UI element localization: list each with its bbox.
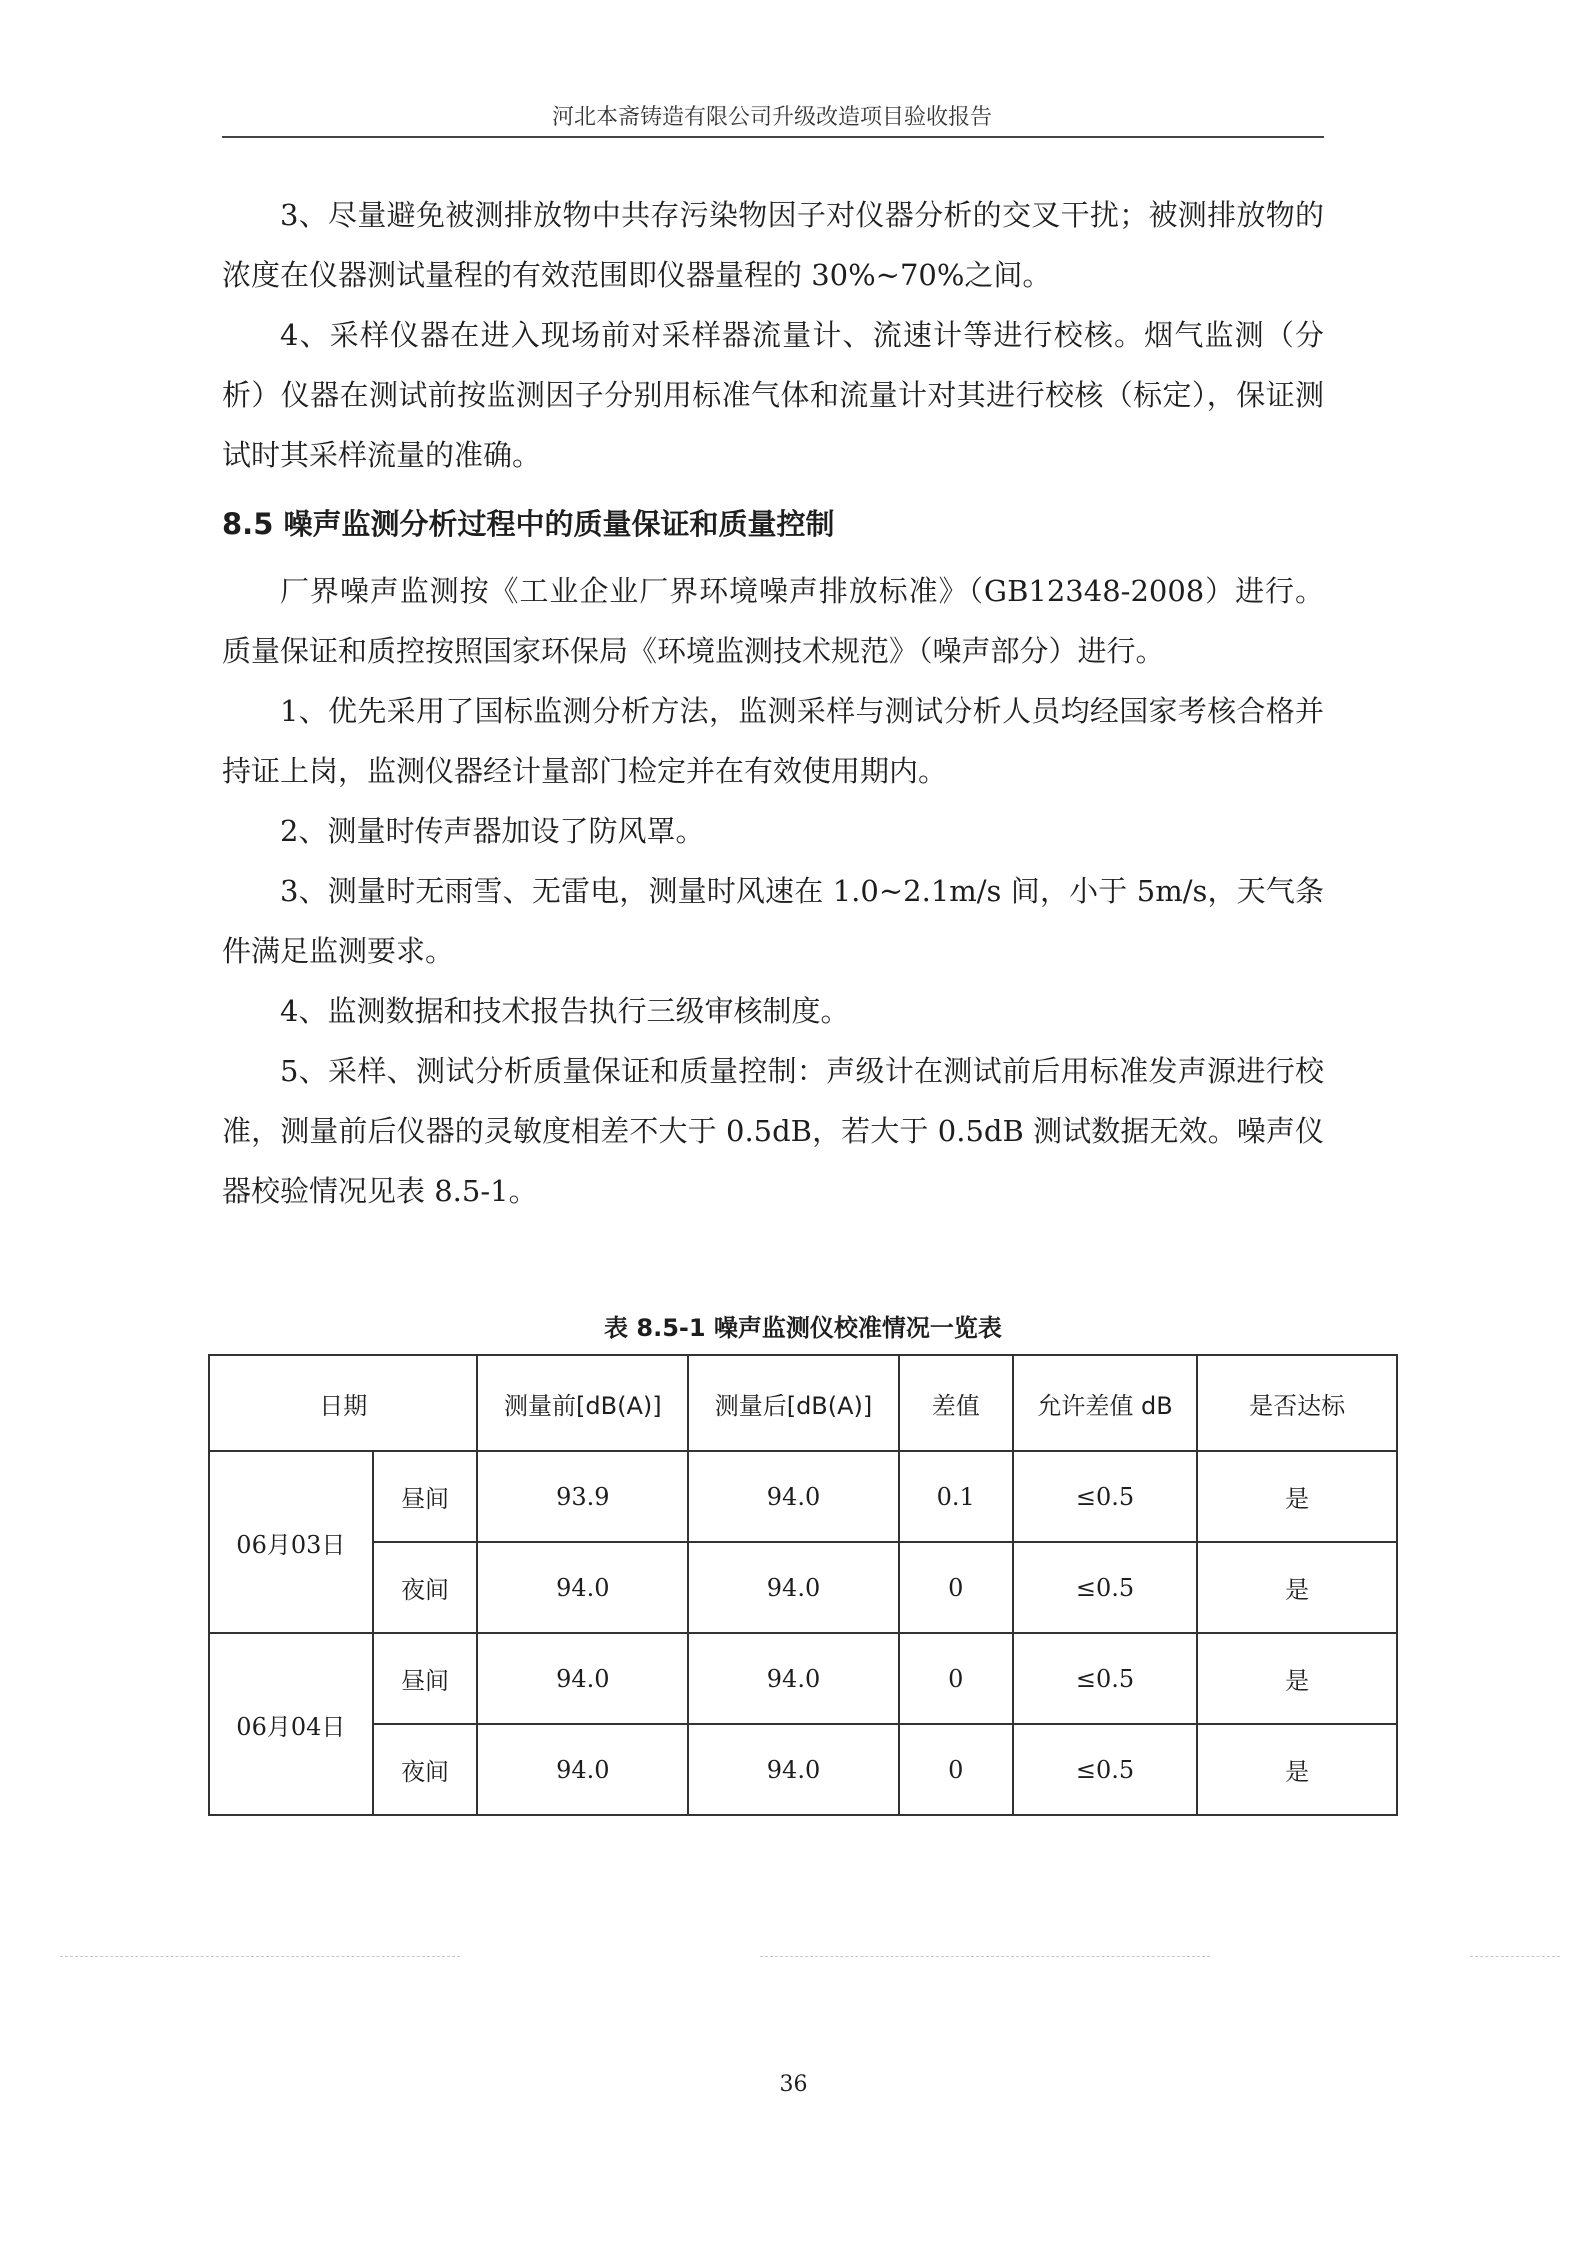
cell-pass: 是 <box>1197 1451 1397 1542</box>
scan-artifact-line <box>1470 1956 1560 1957</box>
header-after: 测量后[dB(A)] <box>688 1355 899 1451</box>
cell-before: 94.0 <box>477 1542 688 1633</box>
cell-allowed: ≤0.5 <box>1013 1633 1198 1724</box>
paragraph: 2、测量时传声器加设了防风罩。 <box>280 814 705 848</box>
header-rule <box>222 136 1324 138</box>
cell-diff: 0.1 <box>899 1451 1013 1542</box>
paragraph: 1、优先采用了国标监测分析方法，监测采样与测试分析人员均经国家考核合格并持证上岗，监测仪器经计量部门检定并在有效使用期内。 <box>222 694 1324 788</box>
table-row <box>209 1633 1397 1724</box>
cell-after: 94.0 <box>688 1724 899 1815</box>
cell-before: 93.9 <box>477 1451 688 1542</box>
page-number: 36 <box>779 2072 808 2097</box>
header-diff: 差值 <box>899 1355 1013 1451</box>
paragraph: 5、采样、测试分析质量保证和质量控制：声级计在测试前后用标准发声源进行校准，测量前后仪器的灵敏度相差不大于 0.5dB，若大于 0.5dB 测试数据无效。噪声仪器校验情况见表 8.5-1。 <box>222 1054 1324 1208</box>
header-pass: 是否达标 <box>1197 1355 1397 1451</box>
paragraph: 3、尽量避免被测排放物中共存污染物因子对仪器分析的交叉干扰；被测排放物的浓度在仪器测试量程的有效范围即仪器量程的 30%~70%之间。 <box>222 198 1324 292</box>
paragraph: 厂界噪声监测按《工业企业厂界环境噪声排放标准》（GB12348-2008）进行。质量保证和质控按照国家环保局《环境监测技术规范》（噪声部分）进行。 <box>222 574 1324 668</box>
header-before: 测量前[dB(A)] <box>477 1355 688 1451</box>
header-allowed: 允许差值 dB <box>1013 1355 1198 1451</box>
cell-period: 昼间 <box>373 1451 478 1542</box>
cell-diff: 0 <box>899 1633 1013 1724</box>
header-date: 日期 <box>209 1355 477 1451</box>
running-header: 河北本斋铸造有限公司升级改造项目验收报告 <box>551 105 992 130</box>
table-caption: 表 8.5-1 噪声监测仪校准情况一览表 <box>604 1314 1002 1342</box>
cell-pass: 是 <box>1197 1542 1397 1633</box>
cell-after: 94.0 <box>688 1633 899 1724</box>
cell-allowed: ≤0.5 <box>1013 1451 1198 1542</box>
cell-allowed: ≤0.5 <box>1013 1724 1198 1815</box>
section-heading: 8.5 噪声监测分析过程中的质量保证和质量控制 <box>222 507 835 541</box>
cell-diff: 0 <box>899 1542 1013 1633</box>
cell-pass: 是 <box>1197 1633 1397 1724</box>
table-header-row <box>209 1355 1397 1451</box>
cell-period: 夜间 <box>373 1724 478 1815</box>
cell-date: 06月03日 <box>209 1451 373 1633</box>
scan-artifact-line <box>60 1956 460 1957</box>
document-body <box>222 185 1324 1221</box>
paragraph: 4、监测数据和技术报告执行三级审核制度。 <box>280 994 850 1028</box>
cell-allowed: ≤0.5 <box>1013 1542 1198 1633</box>
paragraph: 3、测量时无雨雪、无雷电，测量时风速在 1.0~2.1m/s 间，小于 5m/s，天气条件满足监测要求。 <box>222 874 1324 968</box>
cell-pass: 是 <box>1197 1724 1397 1815</box>
cell-after: 94.0 <box>688 1542 899 1633</box>
table-row <box>209 1542 1397 1633</box>
calibration-table <box>208 1354 1398 1816</box>
cell-date: 06月04日 <box>209 1633 373 1815</box>
cell-period: 昼间 <box>373 1633 478 1724</box>
cell-before: 94.0 <box>477 1633 688 1724</box>
table-row <box>209 1451 1397 1542</box>
cell-period: 夜间 <box>373 1542 478 1633</box>
cell-after: 94.0 <box>688 1451 899 1542</box>
paragraph: 4、采样仪器在进入现场前对采样器流量计、流速计等进行校核。烟气监测（分析）仪器在测试前按监测因子分别用标准气体和流量计对其进行校核（标定），保证测试时其采样流量的准确。 <box>222 318 1324 472</box>
scan-artifact-line <box>760 1956 1210 1957</box>
cell-before: 94.0 <box>477 1724 688 1815</box>
table-row <box>209 1724 1397 1815</box>
cell-diff: 0 <box>899 1724 1013 1815</box>
